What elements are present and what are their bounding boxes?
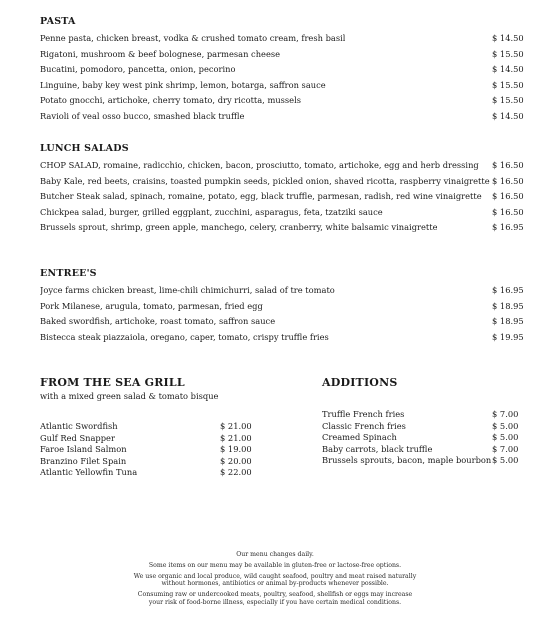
menu-item-name: Creamed Spinach: [322, 432, 397, 443]
sea-grill-subtitle: with a mixed green salad & tomato bisque: [40, 391, 219, 401]
menu-footer: [60, 551, 490, 610]
menu-item-price: $ 22.00: [220, 467, 252, 478]
menu-item-price: $ 5.00: [492, 432, 519, 443]
menu-item-price: $ 19.00: [220, 444, 252, 455]
menu-item: [40, 467, 258, 479]
menu-item: [322, 409, 530, 421]
sea-grill-heading: FROM THE SEA GRILL: [40, 376, 185, 389]
menu-item: [322, 444, 530, 456]
menu-item-name: Classic French fries: [322, 420, 406, 431]
menu-item-name: Brussels sprouts, bacon, maple bourbon: [322, 455, 492, 466]
menu-item-price: $ 7.00: [492, 443, 519, 454]
footer-menu-changes: Our menu changes daily.: [236, 551, 314, 558]
footer-gluten-note: Some items on our menu may be available in gluten-free or lactose-free options.: [148, 561, 402, 569]
menu-item-price: $ 21.00: [220, 432, 252, 443]
menu-item-name: Baked swordfish, artichoke, roast tomato, saffron sauce: [40, 316, 276, 327]
menu-item-price: $ 15.50: [492, 48, 524, 59]
menu-item-name: Atlantic Swordfish: [40, 421, 118, 431]
menu-item-name: Branzino Filet Spain: [40, 455, 127, 466]
menu-item-price: $ 19.95: [492, 331, 524, 342]
menu-item-name: Faroe Island Salmon: [40, 444, 127, 455]
menu-item-name: Butcher Steak salad, spinach, romaine, potato, egg, black truffle, parmesan, radish, red wine vinaigrette: [40, 191, 482, 202]
additions-list: [322, 409, 530, 467]
menu-item-name: Rigatoni, mushroom & beef bolognese, parmesan cheese: [40, 48, 281, 59]
menu-item: [322, 455, 530, 467]
menu-item: [40, 421, 258, 433]
menu-item: [322, 432, 530, 444]
menu-item-name: Chickpea salad, burger, grilled eggplant, zucchini, asparagus, feta, tzatziki sauce: [40, 206, 383, 217]
pasta-heading: PASTA: [40, 16, 76, 27]
menu-item-price: $ 18.95: [492, 316, 524, 327]
menu-item: [322, 421, 530, 433]
lunch-salads-list: [40, 158, 530, 236]
menu-item-name: Baby Kale, red beets, craisins, toasted pumpkin seeds, pickled onion, shaved ricotta, raspberry vinaigrette: [40, 175, 490, 186]
menu-item-price: $ 16.50: [492, 206, 524, 217]
sea-grill-list: [40, 421, 258, 479]
menu-item-name: Baby carrots, black truffle: [322, 443, 433, 454]
menu-item-price: $ 7.00: [492, 409, 519, 419]
footer-sourcing-line-2: without hormones, antibiotics or animal by-products whenever possible.: [161, 580, 389, 588]
menu-item: [40, 47, 530, 63]
menu-item-price: $ 16.50: [492, 175, 524, 186]
menu-item-name: Joyce farms chicken breast, lime-chili chimichurri, salad of tre tomato: [40, 285, 335, 295]
lunch-salads-heading: LUNCH SALADS: [40, 143, 129, 154]
footer-health-warning: [60, 591, 490, 607]
menu-item: [40, 314, 530, 330]
menu-item: [40, 174, 530, 190]
menu-item-price: $ 16.50: [492, 160, 524, 170]
menu-item: [40, 109, 530, 125]
menu-item-price: $ 16.50: [492, 191, 524, 202]
menu-item: [40, 283, 530, 299]
entree-heading: ENTREE'S: [40, 268, 97, 279]
additions-section: [322, 376, 530, 467]
menu-item-name: Gulf Red Snapper: [40, 432, 115, 443]
menu-item: [40, 93, 530, 109]
menu-item: [40, 189, 530, 205]
pasta-list: [40, 31, 530, 125]
menu-item: [40, 299, 530, 315]
menu-item-price: $ 20.00: [220, 455, 252, 466]
menu-item: [40, 78, 530, 94]
menu-item-name: Bistecca steak piazzaiola, oregano, caper, tomato, crispy truffle fries: [40, 331, 329, 342]
menu-item-price: $ 15.50: [492, 79, 524, 90]
menu-item: [40, 31, 530, 47]
footer-sourcing-note: [60, 573, 490, 589]
menu-item-price: $ 16.95: [492, 222, 524, 233]
menu-item: [40, 62, 530, 78]
menu-item: [40, 433, 258, 445]
menu-item-price: $ 14.50: [492, 64, 524, 75]
menu-item-price: $ 18.95: [492, 300, 524, 311]
menu-item-name: Brussels sprout, shrimp, green apple, manchego, celery, cranberry, white balsamic vinaigrette: [40, 222, 438, 233]
lunch-salads-section: [40, 143, 530, 236]
entree-list: [40, 283, 530, 345]
sea-grill-section: [40, 376, 258, 479]
menu-item-name: Ravioli of veal osso bucco, smashed black truffle: [40, 110, 245, 121]
menu-item-price: $ 5.00: [492, 420, 519, 431]
menu-item: [40, 330, 530, 346]
footer-sourcing-line-1: We use organic and local produce, wild caught seafood, poultry and meat raised naturally: [133, 572, 417, 580]
pasta-section: [40, 16, 530, 125]
menu-item-name: Potato gnocchi, artichoke, cherry tomato, dry ricotta, mussels: [40, 95, 302, 106]
menu-item-name: Atlantic Yellowfin Tuna: [40, 467, 138, 478]
menu-item-name: Linguine, baby key west pink shrimp, lemon, botarga, saffron sauce: [40, 79, 326, 90]
footer-health-line-2: your risk of food-borne illness, especially if you have certain medical conditions.: [148, 598, 402, 606]
additions-heading: ADDITIONS: [322, 376, 398, 389]
menu-item: [40, 456, 258, 468]
menu-item-price: $ 15.50: [492, 95, 524, 106]
menu-item-name: Bucatini, pomodoro, pancetta, onion, pecorino: [40, 64, 236, 75]
menu-item: [40, 205, 530, 221]
entree-section: [40, 268, 530, 345]
menu-item-price: $ 16.95: [492, 285, 524, 295]
menu-item-name: Penne pasta, chicken breast, vodka & crushed tomato cream, fresh basil: [40, 33, 346, 43]
menu-item-name: Truffle French fries: [322, 409, 405, 419]
menu-item-name: Pork Milanese, arugula, tomato, parmesan, fried egg: [40, 300, 263, 311]
menu-item-price: $ 14.50: [492, 110, 524, 121]
menu-item: [40, 444, 258, 456]
footer-health-line-1: Consuming raw or undercooked meats, poultry, seafood, shellfish or eggs may increase: [137, 591, 413, 599]
menu-item-price: $ 21.00: [220, 421, 252, 431]
menu-item-name: CHOP SALAD, romaine, radicchio, chicken, bacon, prosciutto, tomato, artichoke, egg and herb dressing: [40, 160, 479, 170]
menu-item: [40, 158, 530, 174]
menu-item-price: $ 14.50: [492, 33, 524, 43]
menu-item: [40, 220, 530, 236]
menu-item-price: $ 5.00: [492, 455, 519, 466]
